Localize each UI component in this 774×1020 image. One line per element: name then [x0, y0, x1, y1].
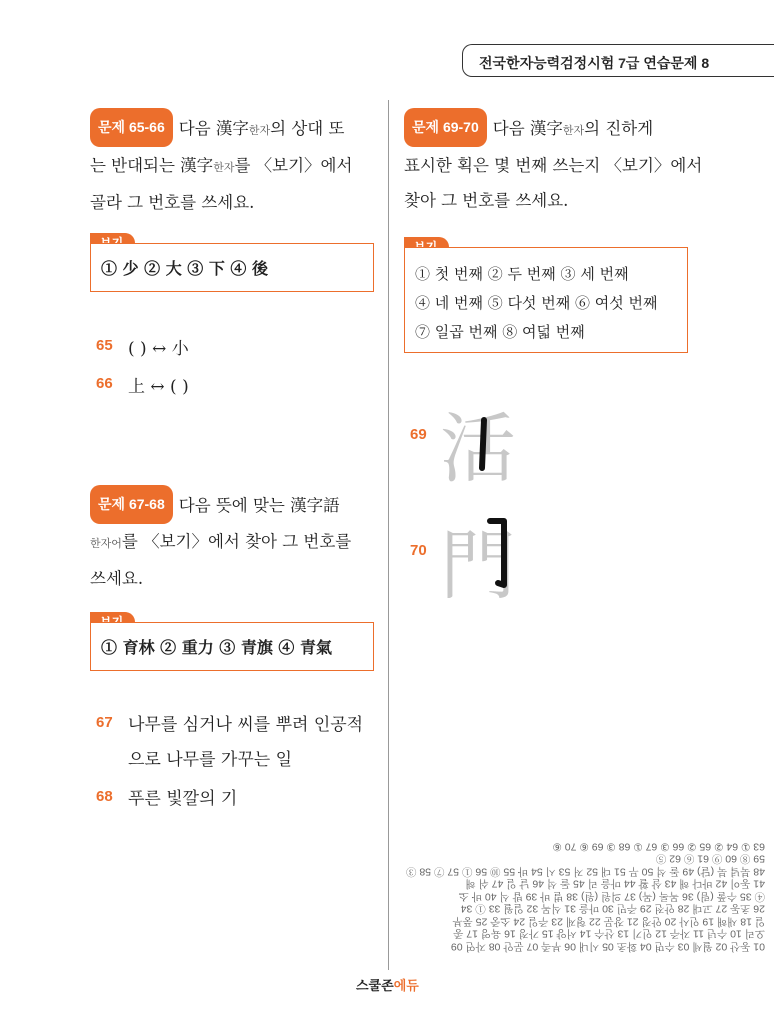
example-options: ① 少 ② 大 ③ 下 ④ 後 — [101, 259, 268, 278]
question-69-70 — [404, 108, 749, 218]
question-text: 를 〈보기〉에서 찾아 그 번호를 — [121, 532, 352, 551]
answer-line: 63 ① 64 ② 65 ② 66 ③ 67 ① 68 ③ 69 ⑥ 70 ⑥ — [552, 840, 765, 853]
item-text: 나무를 심거나 씨를 뿌려 인공적 — [128, 715, 364, 735]
question-text: 다음 뜻에 맞는 漢字語 — [178, 496, 340, 515]
example-option-line: ⑦ 일곱 번째 ⑧ 여덟 번째 — [415, 323, 585, 341]
question-text: 의 진하게 — [584, 119, 654, 138]
hanja-char: 門 — [440, 521, 516, 610]
answer-line: 일 18 새해 19 인사 20 안정 21 장문 22 형제 23 주일 24 소중 25 풍부 — [452, 915, 765, 928]
item-text: ( ) ↔ 小 — [128, 339, 189, 359]
question-text: 찾아 그 번호를 쓰세요. — [404, 191, 569, 210]
header-tab — [462, 44, 774, 77]
item-text: 으로 나무를 가꾸는 일 — [128, 750, 293, 770]
header-practice: 연습문제 8 — [643, 55, 710, 71]
question-text: 쓰세요. — [90, 569, 144, 588]
question-text: 다음 漢字 — [178, 119, 249, 138]
brand-name: 스쿨존 — [356, 978, 394, 993]
question-67-68 — [90, 485, 385, 596]
item-number: 65 — [96, 337, 113, 354]
question-badge: 문제 67-68 — [90, 485, 173, 524]
item-number: 69 — [410, 426, 427, 443]
brand-edu: 에듀 — [393, 978, 419, 993]
answer-line: 01 동산 02 월세 03 수면 04 화초 05 시내 06 부족 07 문안 08 자연 09 — [450, 940, 765, 953]
brand-logo — [356, 975, 419, 994]
question-65-66 — [90, 108, 385, 220]
example-option-line: ① 첫 번째 ② 두 번째 ③ 세 번째 — [415, 265, 629, 283]
question-text: 의 상대 또 — [270, 119, 345, 138]
hanja-char: 活 — [440, 404, 516, 493]
example-box — [404, 247, 688, 353]
question-text: 는 반대되는 漢字 — [90, 156, 214, 175]
header-level: 7급 — [618, 55, 640, 71]
example-option-line: ④ 네 번째 ⑤ 다섯 번째 ⑥ 여섯 번째 — [415, 294, 658, 312]
header-exam: 전국한자능력검정시험 — [479, 55, 615, 71]
answer-key — [400, 840, 765, 953]
hanja-gloss: 한자 — [248, 124, 271, 137]
example-box — [90, 243, 374, 292]
hanja-gloss: 한자 — [213, 161, 235, 174]
question-text: 를 〈보기〉에서 — [234, 156, 353, 175]
item-number: 67 — [96, 714, 113, 731]
question-text: 표시한 획은 몇 번째 쓰는지 〈보기〉에서 — [404, 156, 703, 175]
item-text: 푸른 빛깔의 기 — [128, 789, 238, 809]
item-number: 70 — [410, 542, 427, 559]
answer-line: ④ 35 수풀 (림) 36 목록 (목) 37 의원 (원) 38 벌 바 39 밥 식 40 바 소 — [458, 890, 765, 903]
question-badge: 문제 69-70 — [404, 108, 487, 147]
item-text: 上 ↔ ( ) — [128, 377, 189, 397]
hanja-gloss: 한자어 — [90, 537, 122, 550]
question-badge: 문제 65-66 — [90, 108, 173, 147]
hanja-gloss: 한자 — [562, 124, 585, 137]
question-text: 다음 漢字 — [492, 119, 563, 138]
column-divider — [388, 100, 389, 970]
example-box — [90, 622, 374, 671]
highlighted-stroke — [440, 507, 520, 597]
highlighted-stroke — [440, 390, 520, 480]
answer-line: 41 동이 42 바다 해 43 살 활 44 마을 리 45 돌 석 46 날 일 47 쉬 해 — [465, 878, 765, 890]
answer-line: 오리 10 수년 11 자주 12 인기 13 산수 14 서양 15 가정 16 육영 17 종 — [453, 928, 765, 940]
item-number: 66 — [96, 375, 113, 392]
question-text: 골라 그 번호를 쓰세요. — [90, 193, 255, 212]
answer-line: 48 북녘 북 (달) 49 돌 석 50 무 51 대 52 저 53 시 54 바 55 ⑩ 56 ① 57 ⑦ 58 ③ 59 ⑧ 60 ⑨ 61 ⑥ 62 ⑤ — [405, 853, 765, 878]
answer-line: 26 초동 27 고대 28 안전 29 주민 30 마을 31 식목 32 일월 33 ① 34 — [460, 903, 765, 915]
example-options: ① 育林 ② 重力 ③ 青旗 ④ 青氣 — [101, 638, 332, 657]
item-number: 68 — [96, 788, 113, 805]
